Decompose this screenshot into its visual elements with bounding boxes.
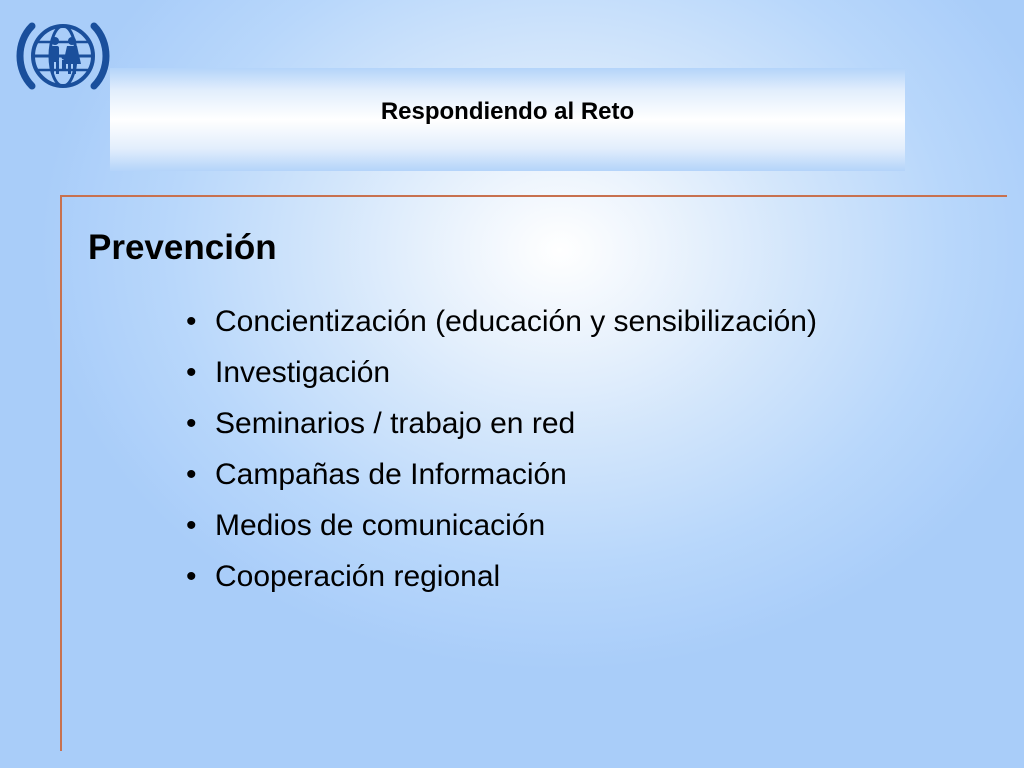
bullet-dot: • xyxy=(186,560,197,593)
bullet-dot: • xyxy=(186,458,197,491)
bullet-item xyxy=(186,402,817,453)
bullet-dot: • xyxy=(186,356,197,389)
header-band xyxy=(110,68,905,171)
bullet-text: Cooperación regional xyxy=(215,560,501,593)
bullet-item xyxy=(186,300,817,351)
bullet-item xyxy=(186,555,817,606)
bullet-item xyxy=(186,453,817,504)
slide-title: Prevención xyxy=(88,228,277,267)
bullet-dot: • xyxy=(186,305,197,338)
bullet-dot: • xyxy=(186,509,197,542)
bullet-item xyxy=(186,504,817,555)
bullet-item xyxy=(186,351,817,402)
bullet-dot: • xyxy=(186,407,197,440)
iom-logo xyxy=(14,14,112,98)
header-title: Respondiendo al Reto xyxy=(380,98,635,125)
bullet-list xyxy=(186,300,817,606)
globe-family-icon xyxy=(14,14,112,98)
vertical-rule xyxy=(60,195,62,751)
bullet-text: Seminarios / trabajo en red xyxy=(215,407,576,440)
horizontal-rule xyxy=(60,195,1007,197)
bullet-text: Campañas de Información xyxy=(215,458,567,491)
bullet-text: Investigación xyxy=(215,356,391,389)
bullet-text: Medios de comunicación xyxy=(215,509,546,542)
bullet-text: Concientización (educación y sensibilización) xyxy=(215,305,817,338)
